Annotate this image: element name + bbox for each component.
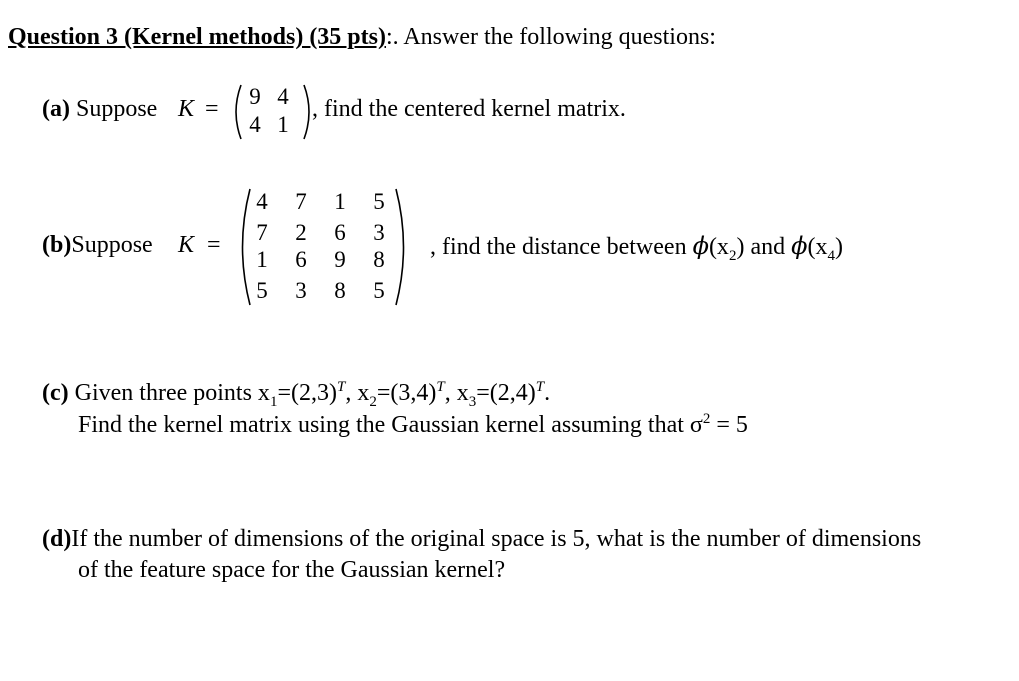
part-b-suffix-text: , find the distance between <box>430 234 693 260</box>
part-b-prefix: Suppose <box>71 232 153 258</box>
part-b-cell: 2 <box>295 220 307 245</box>
transpose-sup: T <box>535 379 545 395</box>
part-d-line-1 <box>42 526 921 553</box>
part-a-equals: = <box>205 96 219 122</box>
part-c-end: . <box>544 380 551 406</box>
part-b-suffix <box>430 232 843 264</box>
part-b-cell: 4 <box>256 189 268 214</box>
part-a-cell: 1 <box>277 112 289 137</box>
part-a-cell: 4 <box>249 112 261 137</box>
x4-open: (x <box>807 234 828 260</box>
part-b-cell: 6 <box>334 220 346 245</box>
x4-close: ) <box>834 234 843 260</box>
sigma-squared-sup: 2 <box>702 411 711 427</box>
x2-subscript: 2 <box>369 393 377 410</box>
part-b-K: K <box>178 232 195 258</box>
x2-subscript: 2 <box>728 247 737 264</box>
question-title-strong: Question 3 (Kernel methods) (35 pts) <box>8 24 386 50</box>
part-c-number: (c) <box>42 380 69 406</box>
part-b-cell: 3 <box>295 278 307 303</box>
part-b-cell: 1 <box>256 247 268 272</box>
sep-1: , x <box>345 380 370 406</box>
part-b-cell: 5 <box>256 278 268 303</box>
part-b-label <box>42 232 153 259</box>
x4-subscript: 4 <box>827 247 835 264</box>
x1-value: =(2,3) <box>277 380 337 406</box>
part-b-cell: 5 <box>373 278 385 303</box>
x2-value: =(3,4) <box>376 380 437 406</box>
part-a-label <box>42 96 157 123</box>
part-b-cell: 9 <box>334 247 346 272</box>
sep-2: , x <box>444 380 469 406</box>
part-d-line-2: of the feature space for the Gaussian kernel? <box>78 557 506 583</box>
part-d-number: (d) <box>42 526 72 552</box>
x3-subscript: 3 <box>468 393 477 410</box>
part-b-cell: 1 <box>334 189 346 214</box>
part-a-number: (a) <box>42 96 70 122</box>
part-a-suffix: , find the centered kernel matrix. <box>312 96 626 122</box>
part-b-cell: 7 <box>256 220 268 245</box>
phi-symbol: ϕ <box>692 232 709 260</box>
part-a-K: K <box>178 96 195 122</box>
part-c-line-1 <box>42 379 551 410</box>
part-c-line-2-text: Find the kernel matrix using the Gaussian kernel assuming that σ <box>78 412 703 438</box>
transpose-sup: T <box>436 379 445 395</box>
part-a-matrix <box>229 83 319 141</box>
transpose-sup: T <box>336 379 346 395</box>
part-b-equals: = <box>207 232 221 258</box>
part-c-line-2-end: = 5 <box>710 412 748 438</box>
part-b-right-paren <box>394 186 412 308</box>
part-b-cell: 8 <box>373 247 385 272</box>
x3-value: =(2,4) <box>476 380 536 406</box>
part-b-cell: 6 <box>295 247 307 272</box>
part-c-line-2 <box>78 412 748 439</box>
part-d-text-1: If the number of dimensions of the original space is 5, what is the number of dimensions <box>71 526 922 552</box>
part-b-matrix <box>234 186 414 308</box>
part-b-cell: 8 <box>334 278 346 303</box>
part-b-cell: 7 <box>295 189 307 214</box>
x1-subscript: 1 <box>269 393 278 410</box>
part-a-cell: 4 <box>277 84 289 109</box>
part-a-cell: 9 <box>249 84 261 109</box>
question-title-rest: :. Answer the following questions: <box>385 24 716 50</box>
question-title <box>8 24 716 51</box>
x2-close: ) <box>736 234 745 260</box>
part-b-cell: 3 <box>373 220 385 245</box>
and-text: and <box>744 234 792 260</box>
part-c-text: Given three points x <box>68 380 270 406</box>
part-b-number: (b) <box>42 232 72 258</box>
part-b-cell: 5 <box>373 189 385 214</box>
phi-symbol: ϕ <box>791 232 808 260</box>
x2-open: (x <box>708 234 729 260</box>
part-a-prefix: Suppose <box>69 96 158 122</box>
